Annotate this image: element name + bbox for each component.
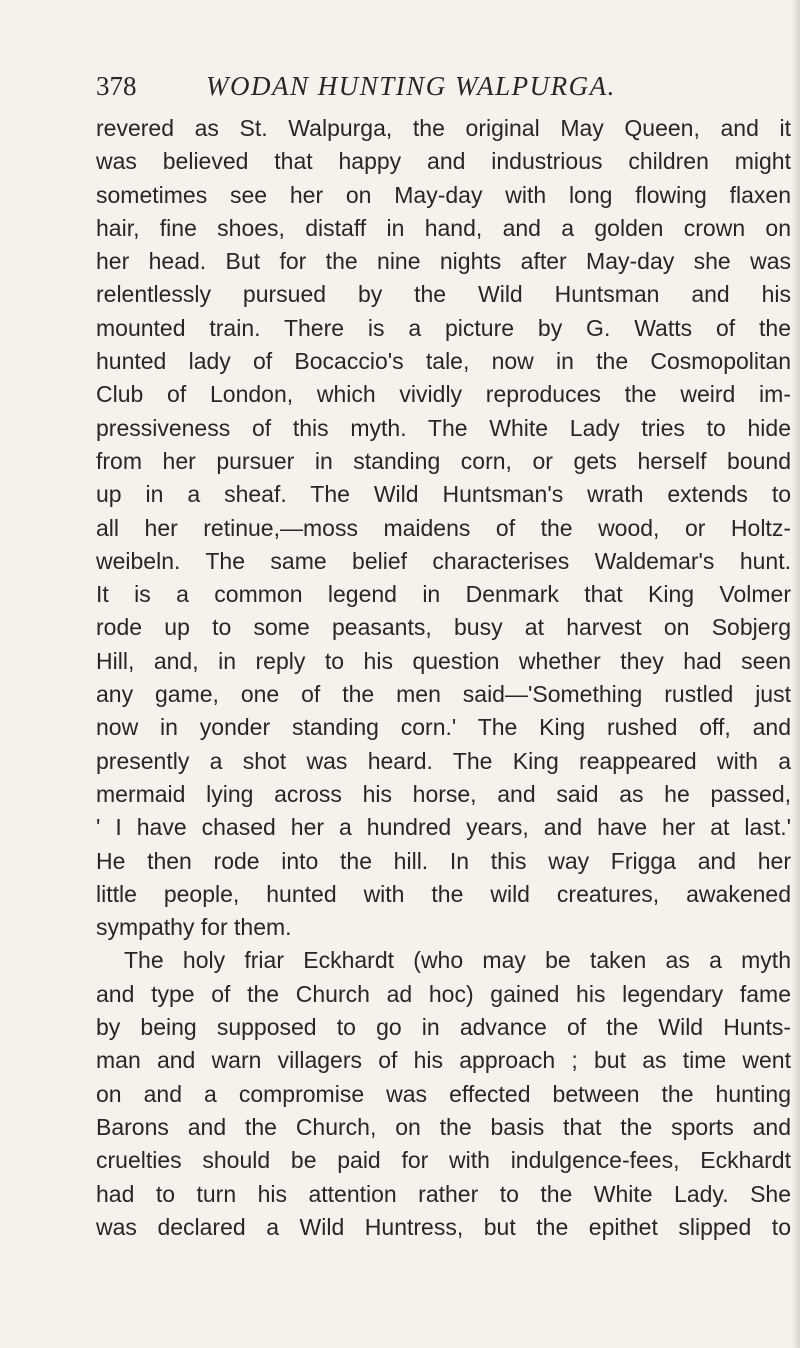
running-title: WODAN HUNTING WALPURGA.: [206, 71, 616, 101]
text-line: had to turn his attention rather to the White Lady. She: [96, 1180, 791, 1207]
text-line: sometimes see her on May-day with long flowing flaxen: [96, 181, 791, 208]
text-line: cruelties should be paid for with indulgence-fees, Eckhardt: [96, 1147, 791, 1174]
text-line: any game, one of the men said—'Something rustled just: [96, 681, 791, 708]
text-line: mounted train. There is a picture by G. Watts of the: [96, 314, 791, 341]
text-line: The holy friar Eckhardt (who may be taken as a myth: [124, 947, 791, 974]
text-line: by being supposed to go in advance of the Wild Hunts-: [96, 1014, 791, 1041]
text-line: up in a sheaf. The Wild Huntsman's wrath extends to: [96, 481, 791, 508]
text-line: weibeln. The same belief characterises Waldemar's hunt.: [96, 547, 791, 574]
text-line: from her pursuer in standing corn, or gets herself bound: [96, 447, 791, 474]
text-line: little people, hunted with the wild creatures, awakened: [96, 880, 791, 907]
text-line: mermaid lying across his horse, and said as he passed,: [96, 780, 791, 807]
text-line: was declared a Wild Huntress, but the epithet slipped to: [96, 1213, 791, 1240]
text-line: relentlessly pursued by the Wild Huntsman and his: [96, 281, 791, 308]
page-edge-shadow: [792, 0, 800, 1348]
body-text: [96, 112, 791, 1244]
text-line: pressiveness of this myth. The White Lady tries to hide: [96, 414, 791, 441]
text-line: hunted lady of Bocaccio's tale, now in the Cosmopolitan: [96, 348, 791, 375]
text-line: her head. But for the nine nights after May-day she was: [96, 248, 791, 275]
text-line: presently a shot was heard. The King reappeared with a: [96, 747, 791, 774]
text-line: rode up to some peasants, busy at harvest on Sobjerg: [96, 614, 791, 641]
text-line: Barons and the Church, on the basis that the sports and: [96, 1113, 791, 1140]
text-line: Hill, and, in reply to his question whether they had seen: [96, 647, 791, 674]
text-line: and type of the Church ad hoc) gained his legendary fame: [96, 980, 791, 1007]
text-line: hair, fine shoes, distaff in hand, and a golden crown on: [96, 214, 791, 241]
text-line: was believed that happy and industrious children might: [96, 148, 791, 175]
text-line: on and a compromise was effected between the hunting: [96, 1080, 791, 1107]
text-line: revered as St. Walpurga, the original May Queen, and it: [96, 115, 791, 141]
page-header: [0, 66, 800, 106]
page-number: 378: [96, 71, 137, 101]
text-line: Club of London, which vividly reproduces the weird im-: [96, 381, 791, 408]
text-line: sympathy for them.: [96, 914, 292, 941]
text-line: It is a common legend in Denmark that King Volmer: [96, 581, 791, 608]
text-line: now in yonder standing corn.' The King rushed off, and: [96, 714, 791, 741]
text-line: He then rode into the hill. In this way Frigga and her: [96, 847, 791, 874]
text-line: all her retinue,—moss maidens of the wood, or Holtz-: [96, 514, 791, 541]
text-line: man and warn villagers of his approach ; but as time went: [96, 1047, 791, 1074]
text-line: ' I have chased her a hundred years, and have her at last.': [96, 814, 791, 841]
